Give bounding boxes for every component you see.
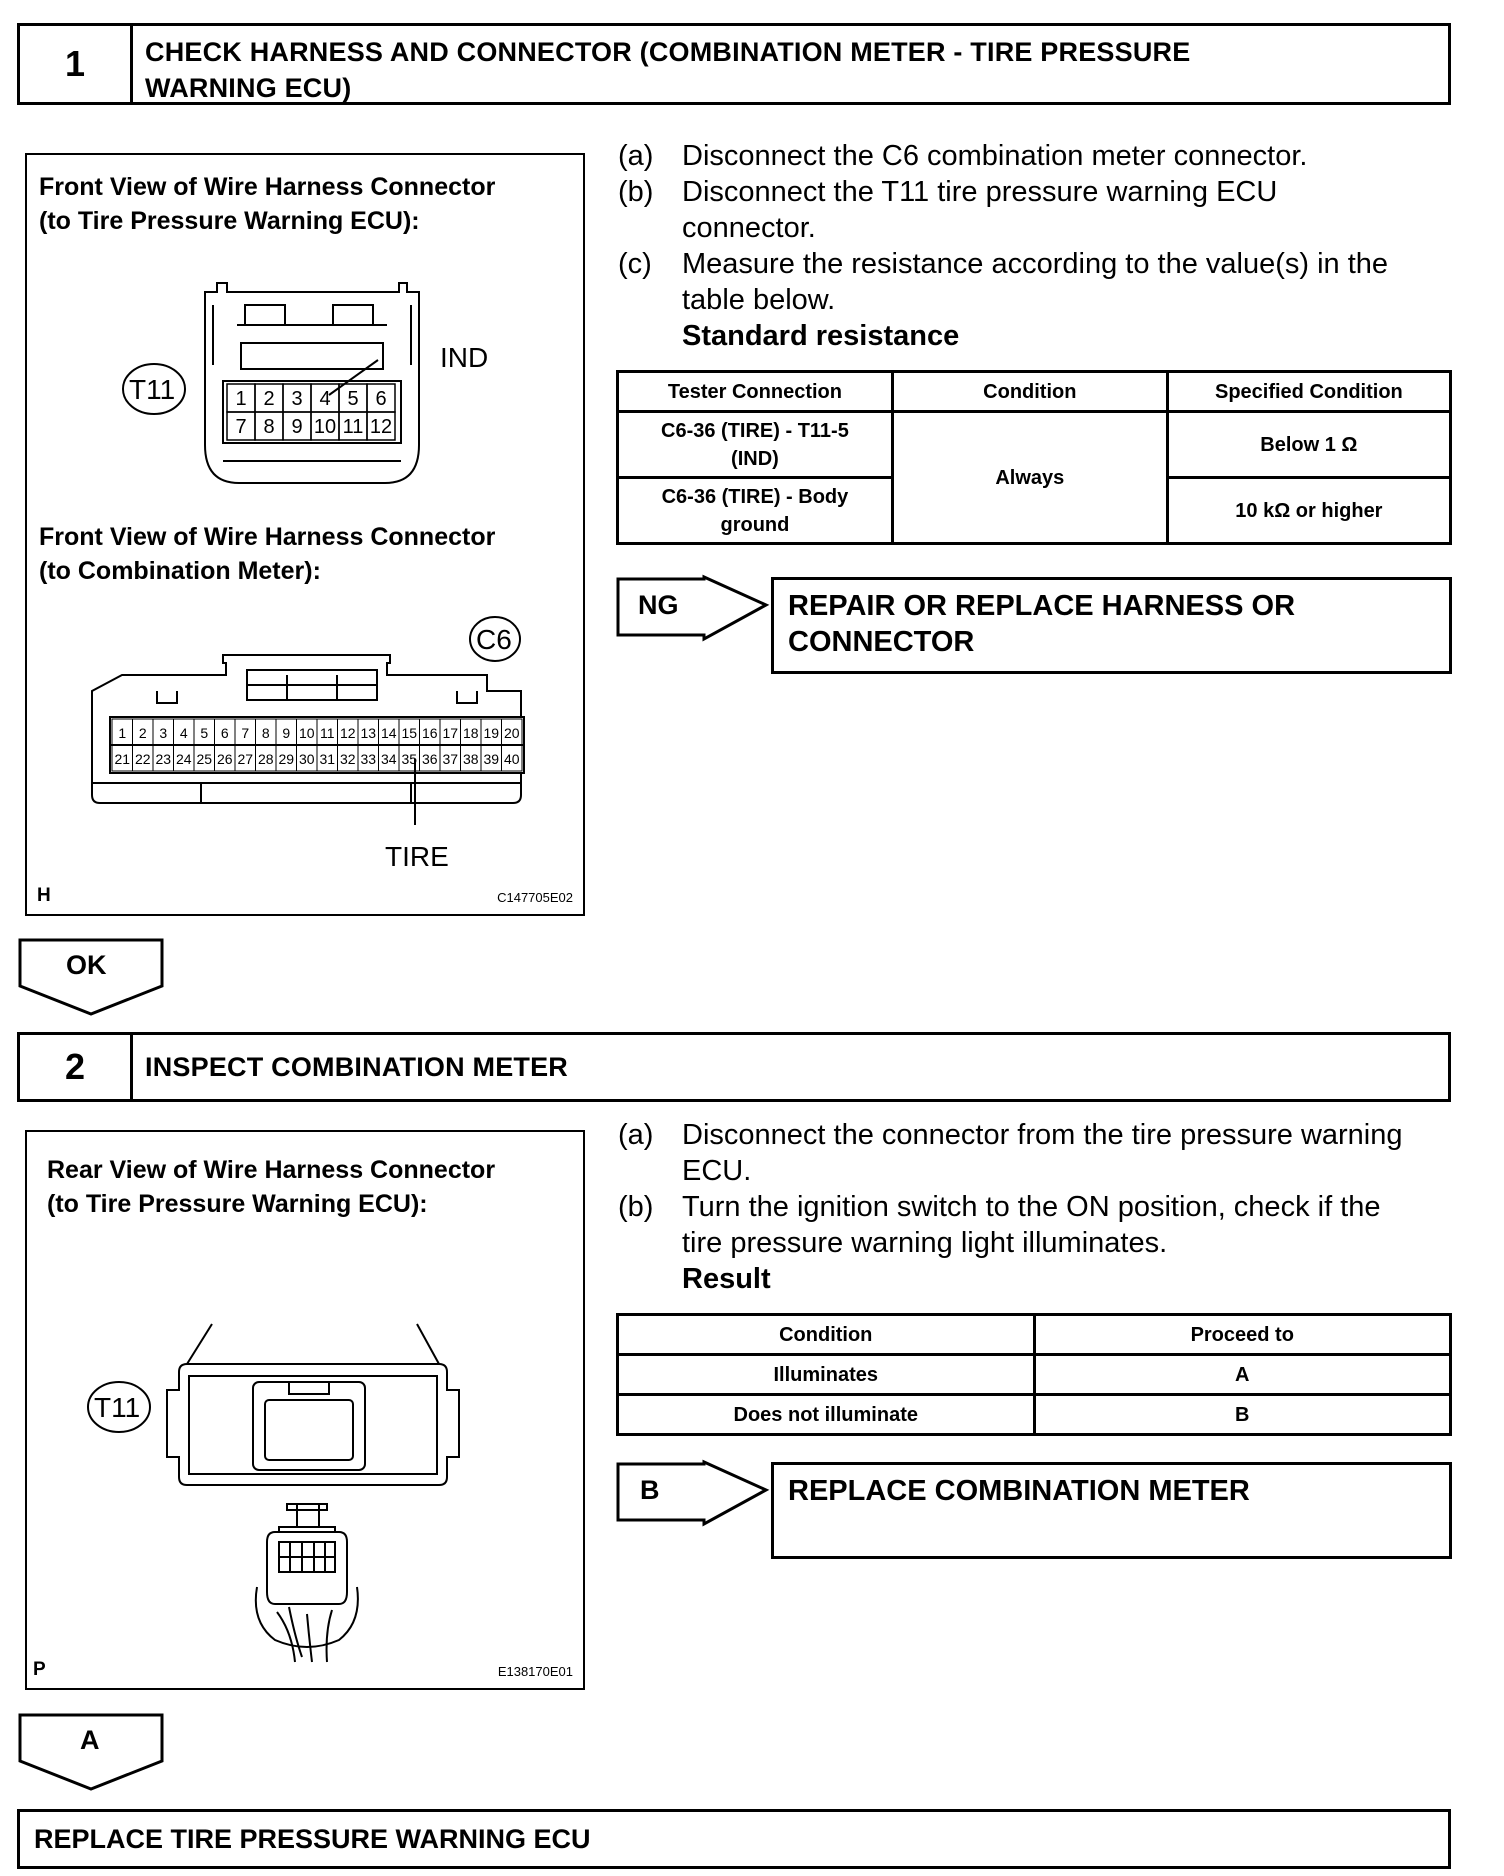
pin-number: 3	[291, 388, 303, 410]
table-cell: Always	[892, 412, 1167, 544]
instruction-text: ECU.	[682, 1155, 752, 1187]
instruction-text: Measure the resistance according to the value(s) in the	[682, 248, 1389, 280]
column-header: Specified Condition	[1167, 372, 1450, 412]
instruction-item	[618, 246, 1458, 322]
step-title	[145, 34, 1428, 106]
pin-number: 9	[282, 725, 291, 741]
instruction-label: (c)	[618, 248, 652, 280]
pin-number: 12	[369, 416, 393, 438]
instruction-text: table below.	[682, 284, 836, 316]
b-label: B	[640, 1475, 660, 1505]
pin-number: 5	[200, 725, 209, 741]
ng-result-box	[771, 577, 1452, 674]
step-title-line: CHECK HARNESS AND CONNECTOR (COMBINATION METER - TIRE PRESSURE	[145, 37, 1191, 67]
t11-connector-drawing	[27, 155, 587, 915]
connector-id-label: T11	[129, 374, 176, 405]
connector-figure-2	[25, 1130, 585, 1690]
instruction-text: Turn the ignition switch to the ON position, check if the	[682, 1191, 1381, 1223]
instruction-text: Disconnect the T11 tire pressure warning ECU	[682, 176, 1278, 208]
pin-number: 10	[298, 725, 315, 741]
pin-number: 6	[220, 725, 229, 741]
figure-code: C147705E02	[497, 890, 573, 905]
instruction-item	[618, 1117, 1458, 1193]
table-row	[618, 1395, 1451, 1435]
pin-number: 4	[179, 725, 188, 741]
pin-number: 12	[339, 725, 356, 741]
a-label: A	[80, 1725, 100, 1755]
step-title: INSPECT COMBINATION METER	[145, 1052, 568, 1082]
pin-number: 26	[216, 751, 233, 767]
pin-number: 2	[138, 725, 147, 741]
instruction-item	[618, 174, 1458, 250]
caption-line: Front View of Wire Harness Connector	[39, 523, 496, 551]
table-heading: Standard resistance	[682, 320, 960, 352]
table-cell: Below 1 Ω	[1167, 412, 1450, 478]
pin-grid	[227, 384, 395, 440]
caption-line: Front View of Wire Harness Connector	[39, 173, 496, 201]
pin-number: 28	[257, 751, 274, 767]
instruction-label: (a)	[618, 140, 654, 172]
table-cell: 10 kΩ or higher	[1167, 478, 1450, 544]
pin-grid	[112, 719, 522, 771]
column-header: Tester Connection	[618, 372, 893, 412]
table-row	[618, 1355, 1451, 1395]
pin-number: 18	[462, 725, 479, 741]
pin-number: 4	[319, 388, 331, 410]
ok-label: OK	[66, 950, 107, 980]
pin-number: 7	[241, 725, 250, 741]
figure-code: E138170E01	[497, 1664, 573, 1679]
pin-number: 11	[342, 416, 364, 438]
figure-corner-letter: P	[33, 1659, 46, 1680]
instruction-text: Disconnect the C6 combination meter connector.	[682, 140, 1308, 172]
pin-name-label: IND	[440, 342, 489, 373]
pin-number: 37	[442, 751, 459, 767]
figure-corner-letter: H	[37, 885, 51, 906]
pin-number: 27	[237, 751, 254, 767]
t11-rear-drawing	[27, 1132, 587, 1692]
final-title: REPLACE TIRE PRESSURE WARNING ECU	[34, 1824, 591, 1854]
step-number: 2	[20, 1035, 133, 1099]
pin-number: 25	[196, 751, 213, 767]
table-row	[618, 412, 1451, 478]
pin-number: 3	[159, 725, 168, 741]
b-result-text: REPLACE COMBINATION METER	[788, 1475, 1250, 1507]
pin-number: 15	[401, 725, 418, 741]
instruction-text: Disconnect the connector from the tire pressure warning	[682, 1119, 1403, 1151]
ng-result-text	[788, 588, 1295, 660]
pin-number: 34	[380, 751, 397, 767]
cell-line: ground	[720, 513, 790, 536]
pin-number: 14	[380, 725, 397, 741]
step-title-line: WARNING ECU)	[145, 73, 352, 103]
instruction-label: (b)	[618, 1191, 654, 1223]
ng-label: NG	[638, 590, 679, 620]
pin-number: 8	[261, 725, 270, 741]
result-table	[616, 1313, 1452, 1436]
connector-figure-1	[25, 153, 585, 916]
pin-number: 1	[118, 725, 127, 741]
table-cell: B	[1034, 1395, 1451, 1435]
pin-number: 17	[442, 725, 459, 741]
a-arrow	[18, 1713, 168, 1793]
pin-number: 1	[235, 388, 247, 410]
pin-number: 21	[114, 751, 131, 767]
instruction-item	[618, 1189, 1458, 1265]
pin-number: 9	[291, 416, 303, 438]
caption-line: (to Tire Pressure Warning ECU):	[47, 1190, 428, 1218]
pin-number: 13	[360, 725, 377, 741]
pin-number: 19	[483, 725, 500, 741]
cell-line: C6-36 (TIRE) - T11-5	[661, 419, 849, 442]
cell-line: C6-36 (TIRE) - Body	[661, 485, 849, 508]
pin-number: 2	[263, 388, 275, 410]
pin-number: 8	[263, 416, 275, 438]
table-cell: Illuminates	[618, 1355, 1035, 1395]
caption-line: (to Tire Pressure Warning ECU):	[39, 207, 420, 235]
connector-id-label: C6	[476, 624, 512, 655]
instruction-item	[618, 138, 1458, 178]
pin-number: 36	[421, 751, 438, 767]
table-cell: A	[1034, 1355, 1451, 1395]
pin-number: 16	[421, 725, 438, 741]
instruction-label: (b)	[618, 176, 654, 208]
table-cell: Does not illuminate	[618, 1395, 1035, 1435]
pin-number: 11	[319, 725, 335, 741]
b-result-box	[771, 1462, 1452, 1559]
caption-line: (to Combination Meter):	[39, 557, 321, 585]
final-step-box	[17, 1809, 1451, 1869]
pin-number: 39	[483, 751, 500, 767]
step-2-header	[17, 1032, 1451, 1102]
caption-line: Rear View of Wire Harness Connector	[47, 1156, 496, 1184]
table-cell	[618, 412, 893, 478]
table-heading: Result	[682, 1263, 771, 1295]
column-header: Proceed to	[1034, 1315, 1451, 1355]
pin-number: 35	[401, 751, 418, 767]
ng-arrow	[616, 577, 776, 641]
pin-number: 23	[155, 751, 172, 767]
pin-number: 40	[503, 751, 520, 767]
cell-line: (IND)	[731, 447, 779, 470]
pin-number: 31	[319, 751, 336, 767]
pin-number: 30	[298, 751, 315, 767]
pin-number: 33	[360, 751, 377, 767]
instruction-label: (a)	[618, 1119, 654, 1151]
pin-number: 10	[313, 416, 337, 438]
step-1-header	[17, 23, 1451, 105]
column-header: Condition	[892, 372, 1167, 412]
ok-arrow	[18, 938, 168, 1018]
pin-number: 7	[235, 416, 247, 438]
step-number: 1	[20, 26, 133, 102]
connector-id-label: T11	[94, 1392, 141, 1423]
instruction-text: tire pressure warning light illuminates.	[682, 1227, 1168, 1259]
pin-number: 32	[339, 751, 356, 767]
resistance-table	[616, 370, 1452, 545]
pin-number: 6	[375, 388, 387, 410]
b-arrow	[616, 1462, 776, 1526]
instruction-text: connector.	[682, 212, 816, 244]
pin-number: 20	[503, 725, 520, 741]
pin-number: 5	[347, 388, 359, 410]
table-cell	[618, 478, 893, 544]
pin-number: 29	[278, 751, 295, 767]
pin-number: 22	[134, 751, 151, 767]
pin-name-label: TIRE	[385, 841, 449, 872]
pin-number: 38	[462, 751, 479, 767]
column-header: Condition	[618, 1315, 1035, 1355]
pin-number: 24	[175, 751, 192, 767]
result-line: CONNECTOR	[788, 626, 975, 658]
result-line: REPAIR OR REPLACE HARNESS OR	[788, 590, 1296, 622]
